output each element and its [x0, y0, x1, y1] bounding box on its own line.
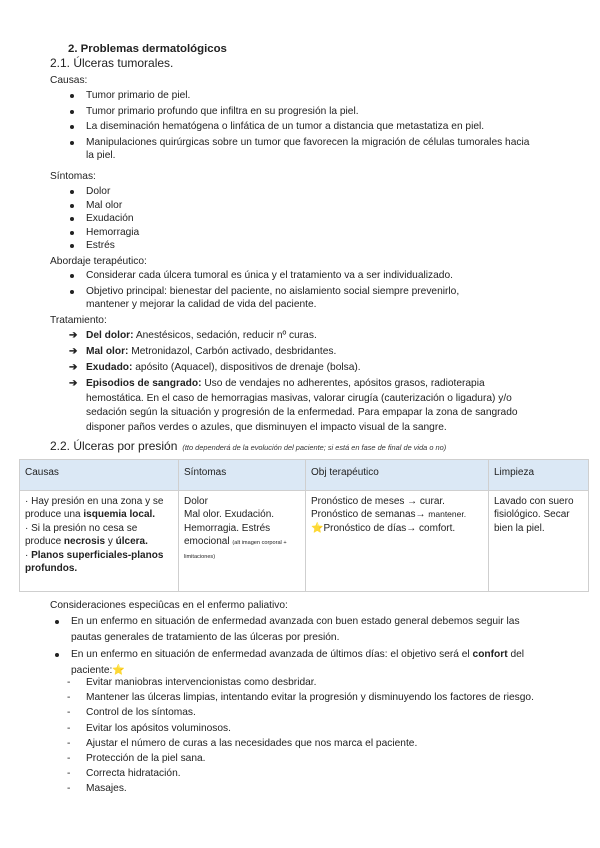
cell-obj: Pronóstico de meses → curar. Pronóstico de semanas→ mantener. ⭐Pronóstico de días→ comfort. [306, 491, 489, 592]
cell-causas: · Hay presión en una zona y se produce una isquemia local. · Si la presión no cesa se produce necrosis y úlcera. · Planos superficiales-planos profundos. [20, 491, 179, 592]
list-item: Tumor primario profundo que infiltra en su progresión la piel. [86, 105, 541, 119]
consideraciones-title: Consideraciones especiûcas en el enfermo paliativo: [50, 600, 288, 611]
header-causas: Causas [20, 460, 179, 491]
star-icon: ⭐ [311, 522, 324, 534]
consideraciones-list [71, 614, 551, 678]
cell-limpieza: Lavado con suero fisiológico. Secar bien la piel. [489, 491, 589, 592]
list-item: ➔ Mal olor: Metronidazol, Carbón activado, desbridantes. [69, 346, 337, 358]
sintomas-label: Síntomas: [50, 171, 96, 182]
list-item: Dolor [86, 185, 286, 199]
list-item: Mal olor [86, 199, 286, 213]
tratamiento-label: Tratamiento: [50, 315, 107, 326]
list-item: Objetivo principal: bienestar del paciente, no aislamiento social siempre prevenirlo, mantener y mejorar la calidad de vida del paciente. [86, 285, 496, 312]
causas-label: Causas: [50, 75, 88, 86]
list-item: ➔ Exudado: apósito (Aquacel), dispositivos de drenaje (bolsa). [69, 362, 361, 374]
list-item: Manipulaciones quirúrgicas sobre un tumor que favorecen la migración de células tumorales hacia la piel. [86, 136, 538, 163]
table-row [20, 491, 589, 592]
abordaje-list [86, 269, 496, 312]
abordaje-label: Abordaje terapéutico: [50, 256, 147, 267]
list-item: - Evitar maniobras intervencionistas como desbridar. [67, 677, 317, 688]
list-item: Exudación [86, 212, 286, 226]
tratamiento-list [69, 329, 520, 436]
subsection-title-ulceras-tumorales: 2.1. Úlceras tumorales. [50, 56, 174, 70]
list-item: - Protección de la piel sana. [67, 753, 206, 765]
ulceras-presion-table [19, 459, 589, 592]
list-item: En un enfermo en situación de enfermedad avanzada de últimos días: el objetivo será el confort del paciente:⭐ [71, 647, 551, 678]
sintomas-list [86, 185, 286, 253]
list-item: ➔ Del dolor: Anestésicos, sedación, reducir nº curas. [69, 330, 317, 341]
cell-sintomas: Dolor Mal olor. Exudación. Hemorragia. Estrés emocional (alt imagen corporal + limitaciones) [179, 491, 306, 592]
note: (tto dependerá de la evolución del paciente; si está en fase de final de vida o no) [182, 443, 447, 452]
list-item: Considerar cada úlcera tumoral es única y el tratamiento va a ser individualizado. [86, 269, 496, 283]
confort-items-list [67, 675, 586, 797]
header-sintomas: Síntomas [179, 460, 306, 491]
list-item: Estrés [86, 239, 286, 253]
list-item: ➔ Episodios de sangrado: Uso de vendajes no adherentes, apósitos grasos, radioterapia hemostática. En el caso de hemorragias masivas, valorar cirugía (cauterización o ligadura) y/o sedación según la situación y progresión de la enfermedad. Para empapar la zona de sangrado disponer paños verdes o azules, que disminuyen el impacto visual de la sangre. [69, 378, 518, 434]
list-item: - Correcta hidratación. [67, 768, 181, 780]
section-title: 2. Problemas dermatológicos [68, 43, 227, 55]
list-item: Tumor primario de piel. [86, 89, 541, 103]
list-item: - Evitar los apósitos voluminosos. [67, 722, 231, 734]
list-item: En un enfermo en situación de enfermedad avanzada con buen estado general debemos seguir las pautas generales de tratamiento de las úlceras por presión. [71, 614, 551, 645]
subsection-title-ulceras-presion: 2.2. Úlceras por presión (tto dependerá de la evolución del paciente; si está en fase de final de vida o no) [50, 439, 447, 453]
causas-list [86, 89, 541, 163]
star-icon: ⭐ [112, 664, 126, 676]
list-item: - Control de los síntomas. [67, 707, 196, 719]
list-item: - Ajustar el número de curas a las necesidades que nos marca el paciente. [67, 737, 418, 749]
table-header-row [20, 460, 589, 491]
list-item: - Masajes. [67, 783, 127, 795]
header-limpieza: Limpieza [489, 460, 589, 491]
list-item: - Mantener las úlceras limpias, intentando evitar la progresión y disminuyendo los factores de riesgo. [67, 692, 534, 704]
list-item: Hemorragia [86, 226, 286, 240]
list-item: La diseminación hematógena o linfática de un tumor a distancia que metastatiza en piel. [86, 120, 541, 134]
header-obj: Obj terapéutico [306, 460, 489, 491]
